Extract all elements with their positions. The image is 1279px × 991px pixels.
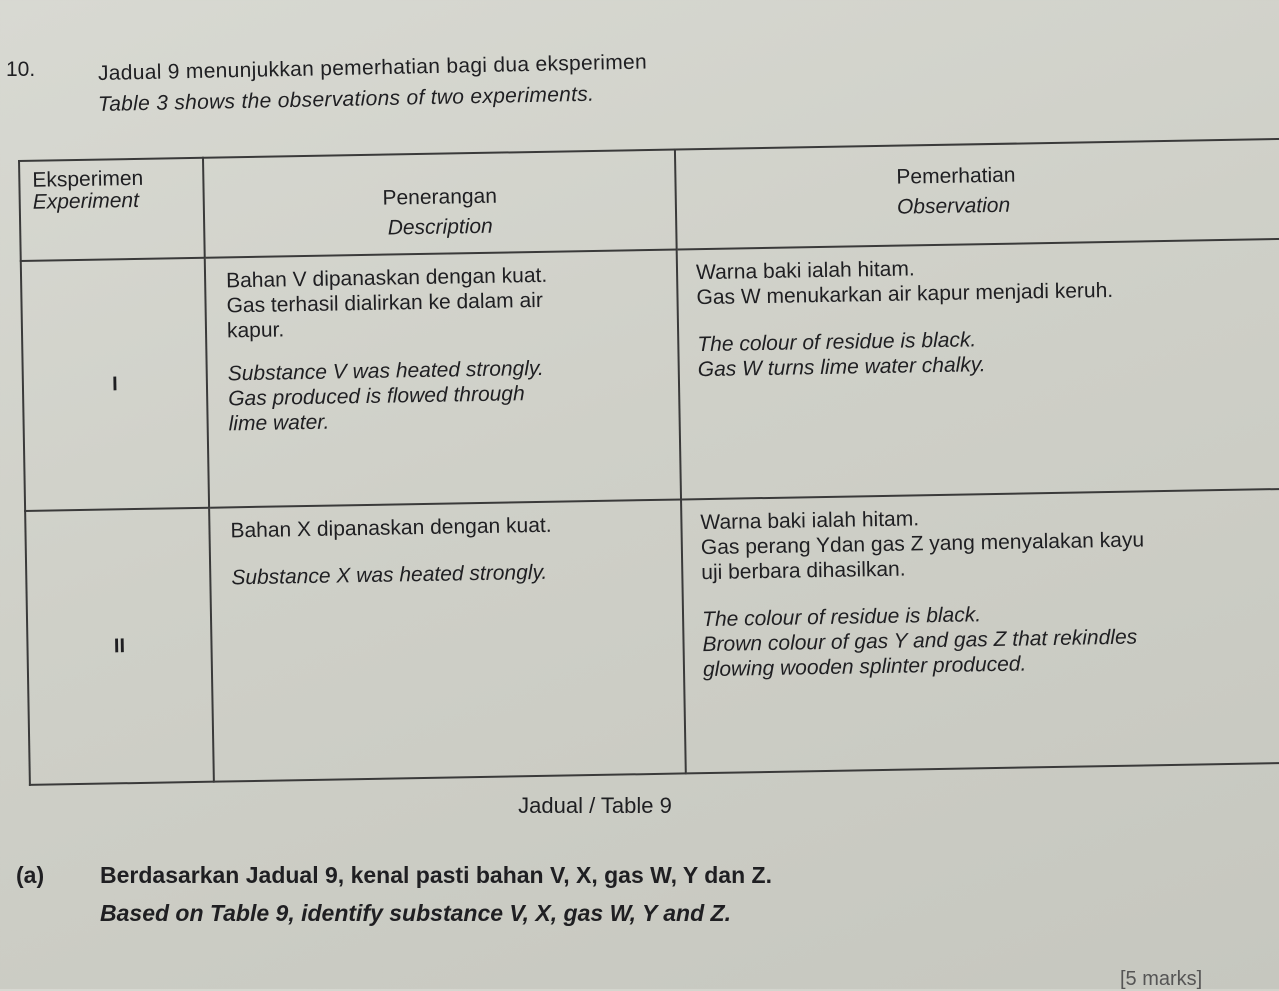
header-experiment [19, 158, 205, 261]
observation-line: Brown colour of gas Y and gas Z that rekindles [702, 625, 1138, 657]
observation-line: Warna baki ialah hitam. [695, 257, 915, 285]
observation-line: Gas W turns lime water chalky. [697, 353, 986, 382]
observation-table-wrapper [18, 137, 1279, 750]
description-line: Bahan V dipanaskan dengan kuat. [225, 263, 548, 293]
marks-label: [5 marks] [1120, 968, 1203, 990]
header-description-english: Description [387, 214, 493, 240]
experiment-label-cell: II [25, 508, 214, 785]
header-observation-malay: Pemerhatian [896, 163, 1016, 189]
observation-line: Warna baki ialah hitam. [700, 507, 920, 535]
description-cell [209, 499, 686, 781]
header-observation-english: Observation [896, 193, 1011, 219]
description-line: lime water. [228, 410, 330, 436]
observation-line: Gas perang Ydan gas Z yang menyalakan kayu [700, 528, 1145, 560]
question-intro-english: Table 3 shows the observations of two experiments. [97, 82, 595, 116]
observation-line: Gas W menukarkan air kapur menjadi keruh. [696, 278, 1114, 310]
table-caption: Jadual / Table 9 [518, 793, 672, 818]
header-experiment-malay: Eksperimen [32, 166, 144, 192]
header-description-malay: Penerangan [382, 184, 498, 210]
part-a-question-malay: Berdasarkan Jadual 9, kenal pasti bahan V, X, gas W, Y dan Z. [100, 862, 772, 888]
observation-line: The colour of residue is black. [701, 603, 982, 632]
question-number: 10. [6, 58, 36, 81]
header-description [203, 150, 677, 258]
observation-cell [681, 484, 1279, 773]
description-line: Gas produced is flowed through [228, 382, 525, 411]
question-intro-malay: Jadual 9 menunjukkan pemerhatian bagi dua eksperimen [97, 50, 648, 85]
observation-line: The colour of residue is black. [697, 328, 977, 357]
observation-line: glowing wooden splinter produced. [702, 652, 1027, 682]
table-row [25, 484, 1279, 785]
observation-line: uji berbara dihasilkan. [701, 557, 906, 585]
description-cell [205, 250, 681, 508]
description-line: Gas terhasil dialirkan ke dalam air [226, 288, 544, 318]
observation-cell [677, 234, 1279, 499]
part-a-question-english: Based on Table 9, identify substance V, X, gas W, Y and Z. [100, 900, 731, 926]
description-line: Bahan X dipanaskan dengan kuat. [230, 513, 552, 543]
experiment-label-cell: I [21, 258, 209, 511]
header-observation [675, 134, 1279, 249]
description-line: Substance V was heated strongly. [227, 356, 544, 386]
description-line: Substance X was heated strongly. [231, 560, 548, 590]
description-line: kapur. [226, 318, 285, 343]
header-experiment-english: Experiment [32, 188, 140, 214]
part-a-label: (a) [16, 862, 45, 888]
observation-table [18, 133, 1279, 786]
table-row [21, 234, 1279, 511]
